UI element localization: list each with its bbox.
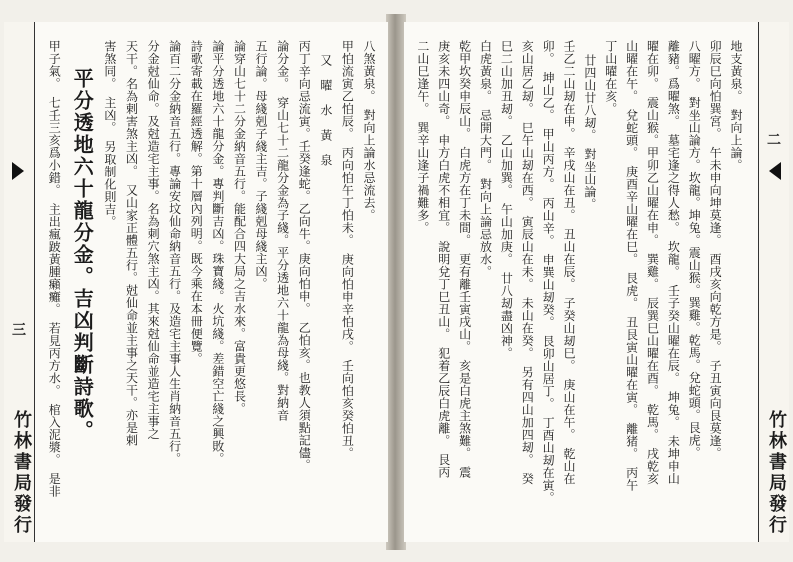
right-page — [404, 22, 789, 542]
text-column: 八煞黃泉。 對向上論水忌流去。 — [362, 40, 376, 222]
left-fold-mark — [12, 162, 24, 180]
section-title: 平分透地六十龍分金。吉凶判斷詩歌。 — [70, 68, 95, 442]
text-column: 論平分透地六十龍分金。專判斷吉凶。珠寶綫。火坑綫。差錯空亡綫之興敗。 — [210, 40, 225, 465]
text-column: 壬乙二山刼在申。 辛戌山在丑。 丑山在辰。 子癸山刼巳。 庚山在午。 乾山在 — [562, 40, 576, 485]
text-column: 甲子氣。 七壬三亥爲小錯。 主出瘋跛黃腫癩癱。 若見丙方水。 棺入泥漿。 是非 — [47, 40, 62, 498]
text-column: 甲怕流寅乙怕辰。 丙向怕午丁怕未。 庚向怕申辛怕戌。 壬向怕亥癸怕丑。 — [340, 40, 355, 460]
left-publisher-label: 竹林書局發行 — [11, 410, 32, 536]
text-column: 八曜方。 對坐山論方。坎龍。坤兔。震山猴。巽雞。乾馬。兌蛇頭。艮虎。 — [687, 40, 702, 459]
text-column: 天干。名為剌害煞主凶。 又山家正體五行。尅仙命並主事之天干。亦是剌 — [124, 40, 139, 447]
text-column: 庚亥未四山奇。 申方白虎不相宜。 說明兌丁巳丑山。 犯着乙辰白虎離。 艮丙 — [436, 40, 451, 479]
text-column: 山曜在午。 兌蛇頭。 庚酉辛山曜在巳。 艮虎。 丑艮寅山曜在寅。 離猪。 丙午 — [624, 40, 639, 492]
right-text-columns — [414, 40, 745, 532]
text-column: 論分金。 穿山七十二龍分金為子綫。平分透地六十龍為母綫。對納音 — [275, 40, 290, 422]
left-page-margin — [4, 22, 35, 542]
book-gutter — [386, 14, 406, 550]
left-page-number: 三 — [10, 322, 26, 336]
text-column: 地支黃泉。 對向上論。 — [729, 40, 743, 172]
text-column: 曜在卯。 震山猴。甲卯乙山曜在申。 巽雞。 辰巽巳山曜在酉。 乾馬。 戌乾亥 — [645, 40, 660, 485]
right-page-margin — [758, 22, 789, 542]
text-column: 乾甲坎癸申辰山。 白虎方在丁未間。 更有離壬寅戌山。 亥是白虎主煞難。 震 — [457, 40, 472, 479]
text-column: 五行論。母綫剋子綫主吉。子綫剋母綫主凶。 — [254, 40, 269, 290]
text-column: 離豬。爲曜煞。 墓宅逢之得人愁。 坎龍。 壬子癸山曜在辰。 坤兔。 未坤申山 — [666, 40, 681, 485]
right-publisher-label: 竹林書局發行 — [766, 410, 787, 536]
section-heading: 又 曜 水 黃 泉 — [318, 54, 333, 167]
text-column: 詩歌寄載在羅經透解。第十層內列明。既今乘在本冊便覽。 — [189, 40, 204, 365]
text-column: 白虎黃泉。 忌開大門。 對向上論忌放水。 — [478, 40, 493, 278]
text-column: 丁山曜在亥。 — [603, 40, 618, 115]
left-text-columns — [42, 40, 378, 532]
text-column: 丙丁辛向忌流寅。壬癸逢蛇。乙向牛。庚向怕申。 乙怕亥。也教人須點記儘。 — [297, 40, 312, 472]
text-column: 巳二山加丑刼。 乙山加巽。 午山加庚。 廿八刼盡凶神。 — [499, 40, 514, 360]
right-page-number: 二 — [765, 132, 781, 146]
right-fold-mark — [769, 162, 781, 180]
text-column: 論穿山七十二分金納音五行。能配合四大局之吉水來。富貴更悠長。 — [232, 40, 247, 415]
text-column: 分金尅仙命。及尅造宅主事。名為刺穴煞主凶。其來尅仙命並造宅主事之 — [146, 40, 161, 440]
text-column: 廿四山廿八刼。 對坐山論。 — [582, 54, 597, 211]
text-column: 亥山居乙刼。 巳午山刼在西。 寅辰山在未。 未山在癸。 另有四山加四刼。 癸 — [520, 40, 535, 485]
text-column: 害煞同。 主凶。 另取制化則吉。 — [102, 40, 117, 228]
left-page — [4, 22, 388, 542]
text-column: 卯辰巳向怕巽宮。 午未申向坤莫逢。 酉戌亥向乾方是。 子丑寅向艮莫逢。 — [708, 40, 723, 460]
text-column: 二山巳逢午。 巽辛山逢子禍難多。 — [415, 40, 430, 234]
text-column: 論百二分金納音五行。專論安坟仙命納音五行。及造宅主事人生肖納音五行。 — [167, 40, 182, 465]
text-column: 卯。 坤山乙。 甲山丙方。 丙山辛。 申巽山刼癸。 艮卯山居丁。 丁酉山刼在寅。 — [541, 40, 556, 504]
